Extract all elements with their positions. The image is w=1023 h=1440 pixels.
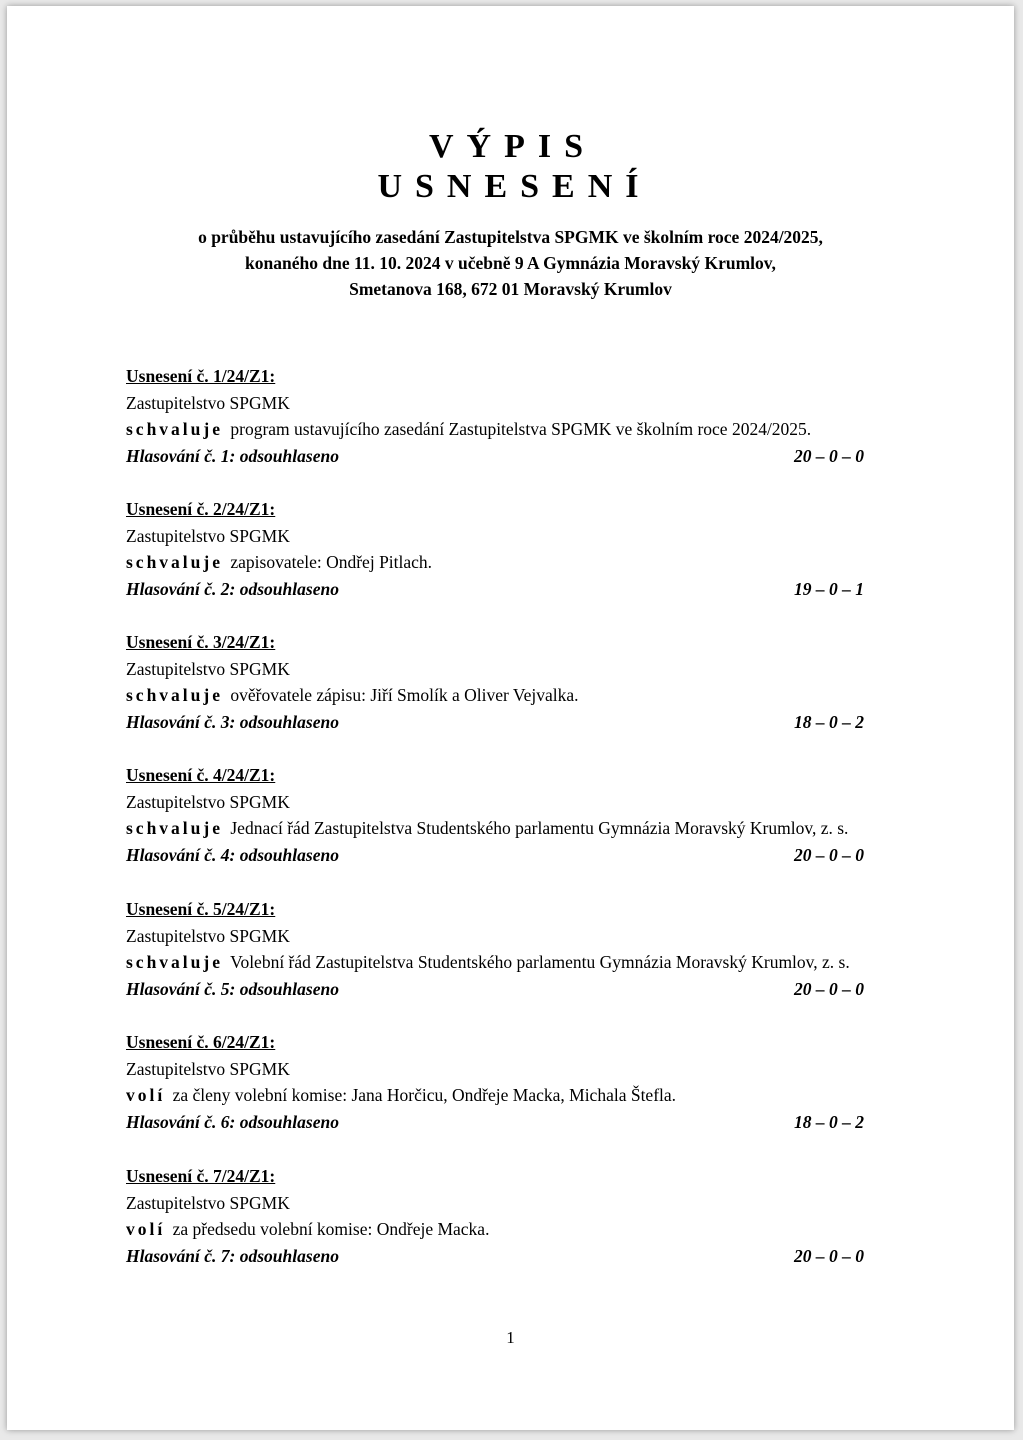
vote-row — [126, 709, 864, 736]
resolution-3 — [126, 629, 926, 736]
resolution-4 — [126, 762, 926, 869]
vote-count: 20 – 0 – 0 — [794, 845, 864, 866]
resolution-action: schvaluje — [126, 419, 223, 440]
vote-row — [126, 842, 864, 869]
resolution-action: volí — [126, 1085, 166, 1106]
vote-label: Hlasování č. 4: odsouhlaseno — [126, 845, 339, 866]
resolution-action: schvaluje — [126, 818, 223, 839]
resolution-body: Zastupitelstvo SPGMK — [126, 791, 290, 812]
resolution-1 — [126, 363, 926, 470]
resolution-body: Zastupitelstvo SPGMK — [126, 658, 290, 679]
resolution-body: Zastupitelstvo SPGMK — [126, 525, 290, 546]
resolution-action: schvaluje — [126, 952, 223, 973]
vote-row — [126, 1109, 864, 1136]
resolution-heading: Usnesení č. 3/24/Z1: — [126, 632, 276, 652]
resolution-decision — [126, 416, 926, 443]
vote-count: 20 – 0 – 0 — [794, 446, 864, 467]
resolution-heading: Usnesení č. 1/24/Z1: — [126, 366, 276, 386]
subtitle-line: o průběhu ustavujícího zasedání Zastupitelstva SPGMK ve školním roce 2024/2025, — [198, 227, 823, 247]
resolution-5 — [126, 896, 926, 1003]
resolution-text: Jednací řád Zastupitelstva Studentského parlamentu Gymnázia Moravský Krumlov, z. s. — [230, 818, 849, 839]
resolution-heading: Usnesení č. 4/24/Z1: — [126, 765, 276, 785]
vote-row — [126, 443, 864, 470]
resolution-7 — [126, 1163, 926, 1270]
resolution-decision — [126, 1216, 926, 1243]
vote-count: 20 – 0 – 0 — [794, 979, 864, 1000]
document-title-line1: VÝPIS — [428, 128, 597, 165]
vote-label: Hlasování č. 3: odsouhlaseno — [126, 712, 339, 733]
resolution-decision — [126, 682, 926, 709]
resolution-text: zapisovatele: Ondřej Pitlach. — [230, 552, 433, 573]
resolution-action: volí — [126, 1219, 166, 1240]
vote-label: Hlasování č. 6: odsouhlaseno — [126, 1112, 339, 1133]
resolution-heading: Usnesení č. 7/24/Z1: — [126, 1166, 276, 1186]
resolution-decision — [126, 949, 926, 976]
resolution-6 — [126, 1029, 926, 1136]
page-number: 1 — [506, 1328, 515, 1347]
document-subtitle — [7, 224, 1014, 302]
resolution-decision — [126, 549, 926, 576]
resolution-text: program ustavujícího zasedání Zastupitelstva SPGMK ve školním roce 2024/2025. — [230, 419, 812, 440]
resolution-body: Zastupitelstvo SPGMK — [126, 392, 290, 413]
subtitle-line: konaného dne 11. 10. 2024 v učebně 9 A Gymnázia Moravský Krumlov, — [245, 253, 776, 273]
subtitle-line: Smetanova 168, 672 01 Moravský Krumlov — [349, 279, 672, 299]
vote-count: 19 – 0 – 1 — [794, 579, 864, 600]
vote-row — [126, 576, 864, 603]
resolution-text: za předsedu volební komise: Ondřeje Macka. — [172, 1219, 490, 1240]
resolution-body: Zastupitelstvo SPGMK — [126, 1058, 290, 1079]
vote-row — [126, 976, 864, 1003]
resolution-heading: Usnesení č. 5/24/Z1: — [126, 899, 276, 919]
vote-label: Hlasování č. 2: odsouhlaseno — [126, 579, 339, 600]
resolution-text: za členy volební komise: Jana Horčicu, Ondřeje Macka, Michala Štefla. — [172, 1085, 677, 1106]
vote-label: Hlasování č. 7: odsouhlaseno — [126, 1246, 339, 1267]
resolution-heading: Usnesení č. 6/24/Z1: — [126, 1032, 276, 1052]
resolution-text: ověřovatele zápisu: Jiří Smolík a Oliver Vejvalka. — [230, 685, 579, 706]
resolution-text: Volební řád Zastupitelstva Studentského parlamentu Gymnázia Moravský Krumlov, z. s. — [230, 952, 850, 973]
resolution-decision — [126, 815, 926, 842]
resolution-2 — [126, 496, 926, 603]
vote-count: 18 – 0 – 2 — [794, 1112, 864, 1133]
vote-label: Hlasování č. 1: odsouhlaseno — [126, 446, 339, 467]
document-title-line2: USNESENÍ — [377, 168, 652, 205]
vote-count: 18 – 0 – 2 — [794, 712, 864, 733]
resolution-heading: Usnesení č. 2/24/Z1: — [126, 499, 276, 519]
document-page — [7, 6, 1014, 1430]
vote-count: 20 – 0 – 0 — [794, 1246, 864, 1267]
vote-label: Hlasování č. 5: odsouhlaseno — [126, 979, 339, 1000]
resolution-body: Zastupitelstvo SPGMK — [126, 1192, 290, 1213]
resolution-action: schvaluje — [126, 552, 223, 573]
resolution-decision — [126, 1082, 926, 1109]
resolution-body: Zastupitelstvo SPGMK — [126, 925, 290, 946]
vote-row — [126, 1243, 864, 1270]
resolution-action: schvaluje — [126, 685, 223, 706]
